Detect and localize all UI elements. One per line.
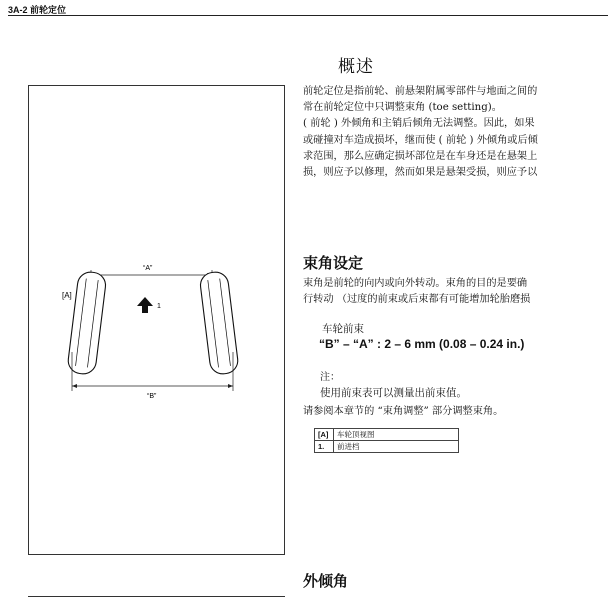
legend-key: 1. [315, 441, 334, 453]
legend-table [314, 428, 459, 453]
note-text: 使用前束表可以测量出前束值。 [320, 387, 467, 399]
overview-line: 求范围，那么应确定损坏部位是在车身还是在悬架上 [303, 150, 538, 162]
toe-line: 束角是前轮的向内或向外转动。束角的目的是要确 [303, 278, 528, 289]
header-rule [8, 15, 608, 16]
legend-row [315, 429, 459, 441]
reference-text: 请参阅本章节的 “束角调整” 部分调整束角。 [303, 406, 504, 417]
figure-wheel-top-view [28, 85, 285, 555]
wheel-diagram [29, 86, 286, 556]
arrow-label: 1 [157, 303, 161, 310]
overview-line: 常在前轮定位中只调整束角 (toe setting)。 [303, 102, 502, 114]
figure-tag: [A] [62, 291, 72, 300]
toe-text [303, 276, 530, 308]
overview-text [303, 84, 538, 181]
dim-b-label: “B” [147, 393, 157, 400]
note-label: 注： [320, 372, 340, 383]
forward-arrow-icon [137, 297, 153, 313]
legend-row [315, 441, 459, 453]
legend-key: [A] [315, 429, 334, 441]
overview-line: 前轮定位是指前轮、前悬架附属零部件与地面之间的 [303, 86, 538, 97]
spec-value: “B” – “A” : 2 – 6 mm (0.08 – 0.24 in.) [319, 337, 525, 351]
overview-title: 概述 [338, 57, 374, 77]
toe-title: 束角设定 [303, 254, 364, 272]
legend-value: 车轮顶视图 [334, 429, 459, 441]
dim-a-label: “A” [143, 265, 153, 272]
page-header: 3A-2 前轮定位 [8, 5, 67, 15]
toe-line: 行转动 （过度的前束或后束都有可能增加轮胎磨损 [303, 294, 531, 306]
left-tire [67, 271, 107, 376]
overview-line: ( 前轮 ) 外倾角和主销后倾角无法调整。因此，如果 [303, 118, 535, 130]
legend-value: 前进档 [334, 441, 459, 453]
camber-title: 外倾角 [303, 572, 349, 590]
spec-label: 车轮前束 [322, 323, 364, 335]
overview-line: 或碰撞对车造成损坏，继而使 ( 前轮 ) 外倾角或后倾 [303, 134, 538, 146]
overview-line: 损，则应予以修理，然而如果是悬架受损，则应予以 [303, 167, 538, 179]
